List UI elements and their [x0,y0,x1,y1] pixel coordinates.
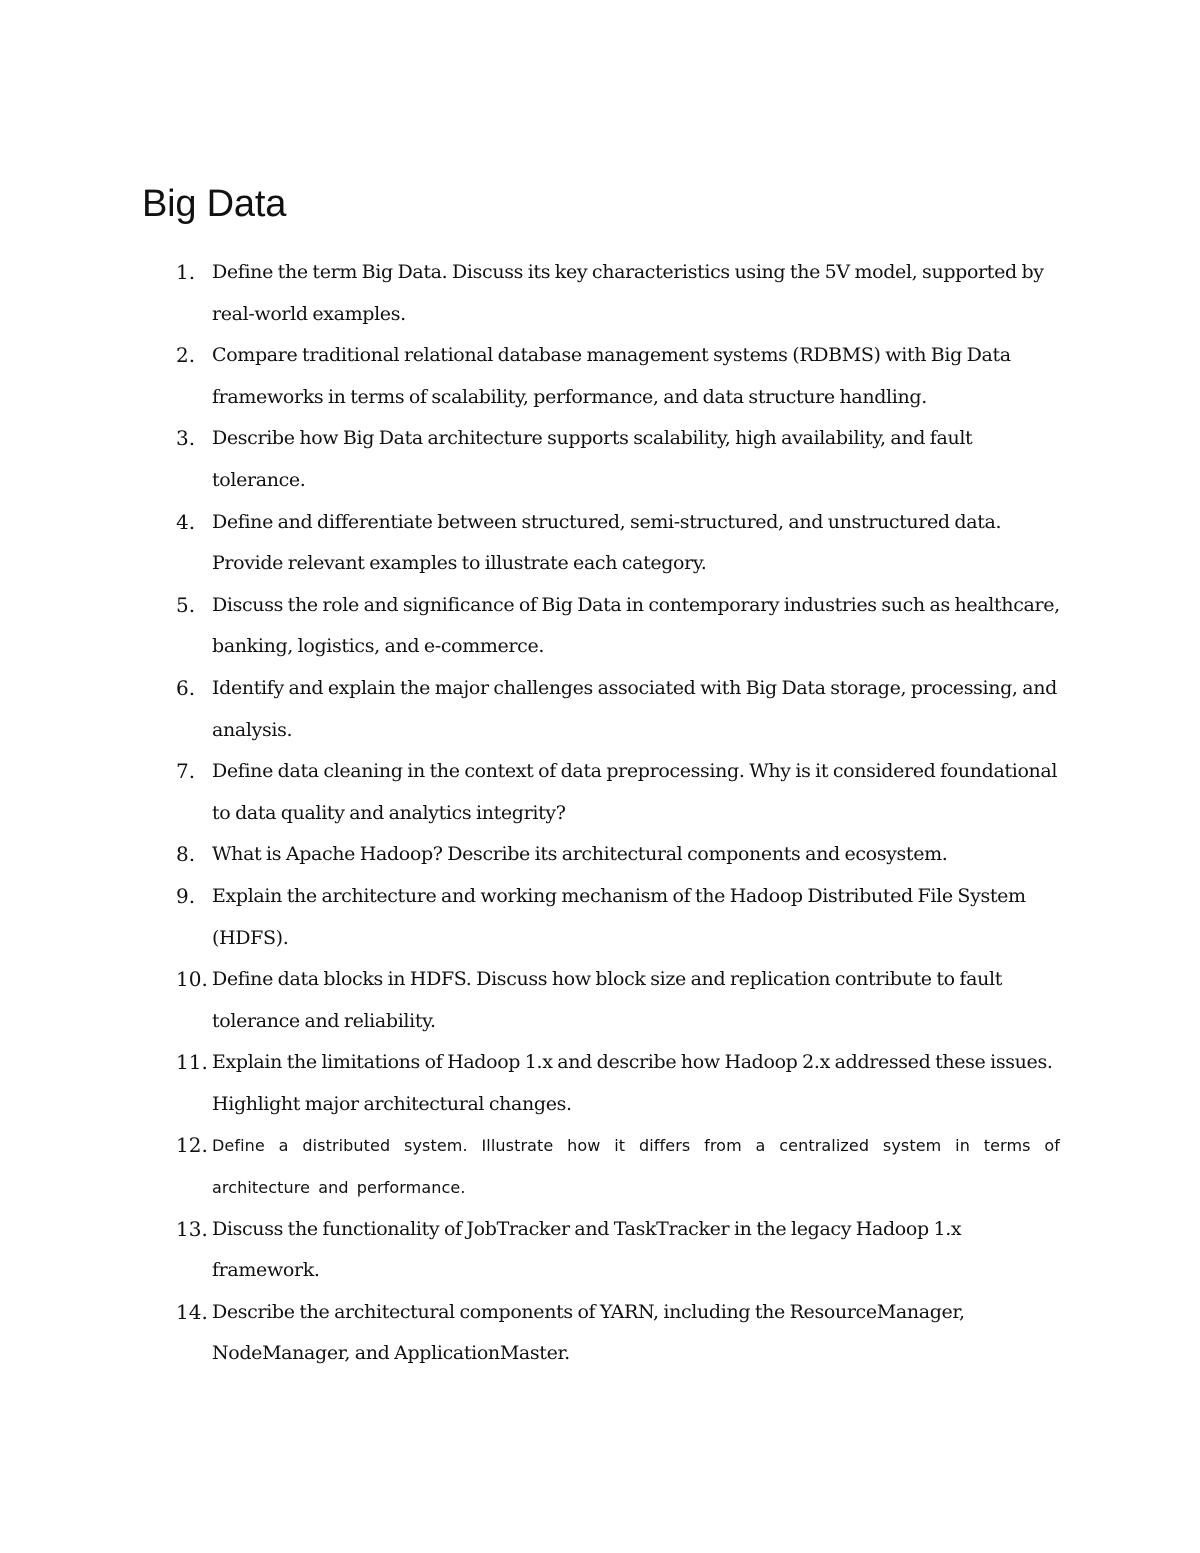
question-text: Discuss the role and significance of Big Data in contemporary industries such as healthcare, banking, logistics, and e-commerce. [212,593,1060,658]
question-text: Discuss the functionality of JobTracker and TaskTracker in the legacy Hadoop 1.x framework. [212,1217,962,1282]
question-text: Define a distributed system. Illustrate how it differs from a centralized system in terms of architecture and performance. [212,1136,1060,1198]
page-title: Big Data [142,183,287,225]
question-text: Define the term Big Data. Discuss its key characteristics using the 5V model, supported by real-world examples. [212,261,1044,325]
question-number: 13. [176,1216,208,1241]
question-text: Compare traditional relational database management systems (RDBMS) with Big Data frameworks in terms of scalability, performance, and data structure handling. [212,344,1011,408]
list-item [160,335,1060,418]
question-number: 4. [176,509,196,534]
list-item [160,1209,1060,1292]
list-item [160,834,1060,876]
question-number: 9. [176,883,196,908]
question-number: 10. [176,967,208,992]
question-number: 7. [176,759,196,784]
question-number: 2. [176,343,196,368]
list-item [160,252,1060,335]
question-text: Explain the limitations of Hadoop 1.x and describe how Hadoop 2.x addressed these issues. Highlight major architectural changes. [212,1051,1053,1115]
question-list [160,252,1060,1375]
question-text: Describe how Big Data architecture supports scalability, high availability, and fault tolerance. [212,427,973,491]
list-item [160,959,1060,1042]
question-number: 1. [176,260,196,284]
question-text: Explain the architecture and working mechanism of the Hadoop Distributed File System (HDFS). [212,884,1026,949]
question-text: Define data blocks in HDFS. Discuss how block size and replication contribute to fault tolerance and reliability. [212,968,1002,1032]
question-number: 5. [176,592,196,617]
list-item [160,1125,1060,1208]
list-item [160,585,1060,668]
list-item [160,418,1060,501]
list-item [160,1042,1060,1125]
list-item [160,668,1060,751]
question-text: Identify and explain the major challenges associated with Big Data storage, processing, and analysis. [212,676,1057,741]
question-number: 3. [176,426,196,451]
question-number: 14. [176,1299,208,1324]
question-text: Describe the architectural components of YARN, including the ResourceManager, NodeManager, and ApplicationMaster. [212,1300,965,1365]
question-number: 12. [176,1133,208,1158]
question-text: Define and differentiate between structured, semi-structured, and unstructured data. Provide relevant examples to illustrate each category. [212,510,1002,575]
question-number: 6. [176,675,196,700]
list-item [160,502,1060,585]
list-item [160,876,1060,959]
question-text: Define data cleaning in the context of data preprocessing. Why is it considered foundational to data quality and analytics integrity? [212,760,1058,824]
list-item [160,1292,1060,1375]
question-text: What is Apache Hadoop? Describe its architectural components and ecosystem. [212,843,948,866]
question-number: 11. [176,1050,208,1075]
list-item [160,751,1060,834]
question-number: 8. [176,842,196,867]
